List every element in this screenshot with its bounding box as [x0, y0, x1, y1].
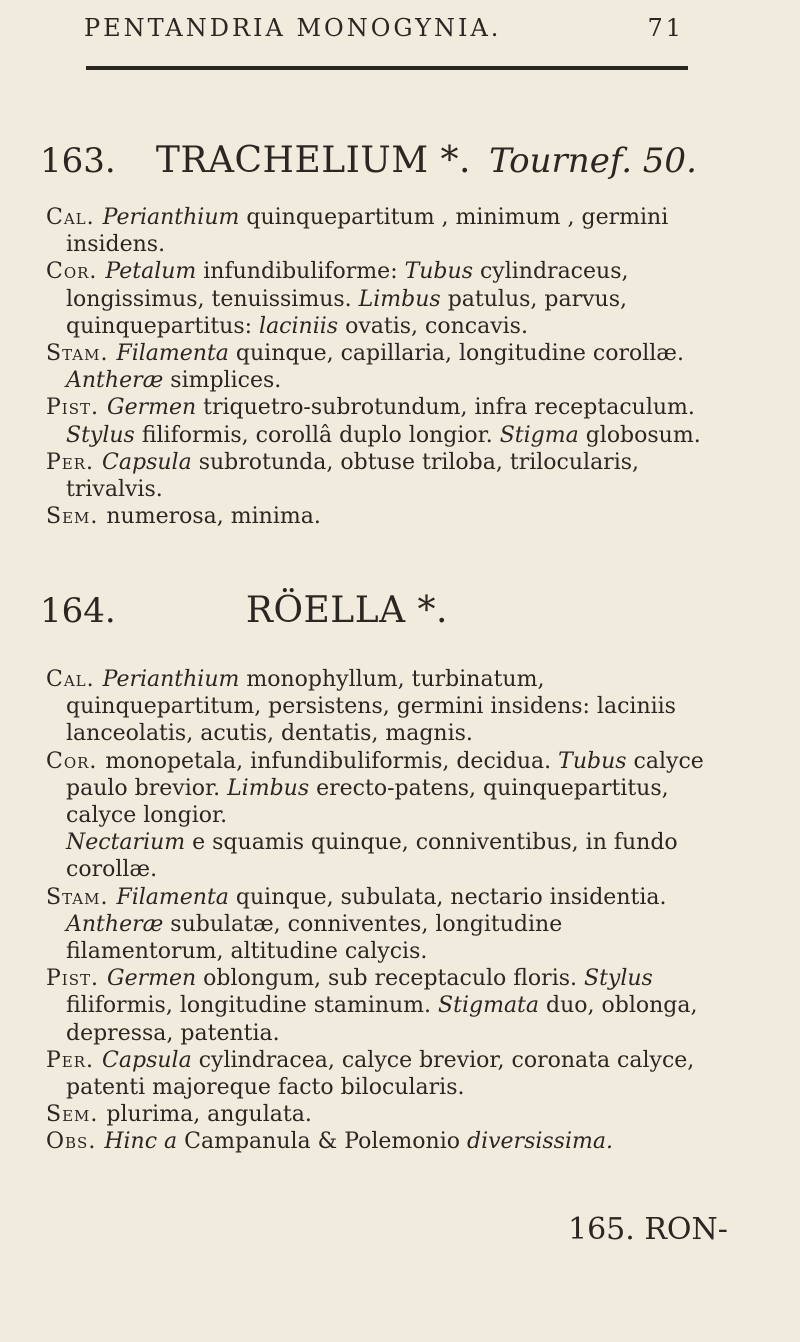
description-line: Cor. monopetala, infundibuliformis, decidua. Tubus calyce paulo brevior. Limbus erecto-patens, quinquepartitus, calyce longior. [46, 748, 704, 829]
description-line: Obs. Hinc a Campanula & Polemonio diversissima. [46, 1129, 613, 1155]
description-line: Cor. Petalum infundibuliforme: Tubus cylindraceus, longissimus, tenuissimus. Limbus patulus, parvus, quinquepartitus: laciniis ovatis, concavis. [46, 259, 629, 339]
description-line: Cal. Perianthium monophyllum, turbinatum, quinquepartitum, persistens, germini insidens: laciniis lanceolatis, acutis, dentatis, magnis. [46, 667, 676, 747]
description-line: Nectarium e squamis quinque, conniventibus, in fundo corollæ. [66, 830, 678, 883]
entry-description-164 [46, 666, 716, 1156]
running-title: PENTANDRIA MONOGYNIA. [84, 14, 502, 42]
description-line: Per. Capsula subrotunda, obtuse triloba, trilocularis, trivalvis. [46, 449, 640, 503]
genus-author: Tournef. 50. [489, 141, 697, 181]
entry-number: 163. [40, 141, 116, 181]
entry-heading-163 [40, 140, 697, 181]
description-line: Cal. Perianthium quinquepartitum , minimum , germini insidens. [46, 205, 669, 258]
entry-heading-164 [40, 590, 448, 631]
description-line: Sem. numerosa, minima. [46, 504, 321, 530]
genus-name: TRACHELIUM *. [155, 140, 471, 181]
description-line: Per. Capsula cylindracea, calyce brevior, coronata calyce, patenti majoreque facto bilocularis. [46, 1047, 695, 1101]
description-line: Pist. Germen triquetro-subrotundum, infra receptaculum. Stylus filiformis, corollâ duplo longior. Stigma globosum. [46, 395, 701, 448]
description-line: Sem. plurima, angulata. [46, 1102, 312, 1128]
page-number: 71 [647, 14, 684, 42]
description-line: Pist. Germen oblongum, sub receptaculo floris. Stylus filiformis, longitudine staminum. Stigmata duo, oblonga, depressa, patentia. [46, 966, 698, 1046]
genus-name: RÖELLA *. [245, 590, 448, 631]
entry-description-163 [46, 204, 716, 530]
description-line: Stam. Filamenta quinque, capillaria, longitudine corollæ. Antheræ simplices. [46, 341, 684, 394]
entry-number: 164. [40, 591, 116, 631]
catchword: 165. RON- [568, 1212, 728, 1247]
header-rule [86, 66, 688, 70]
description-line: Stam. Filamenta quinque, subulata, nectario insidentia. Antheræ subulatæ, conniventes, longitudine filamentorum, altitudine calycis. [46, 884, 667, 965]
